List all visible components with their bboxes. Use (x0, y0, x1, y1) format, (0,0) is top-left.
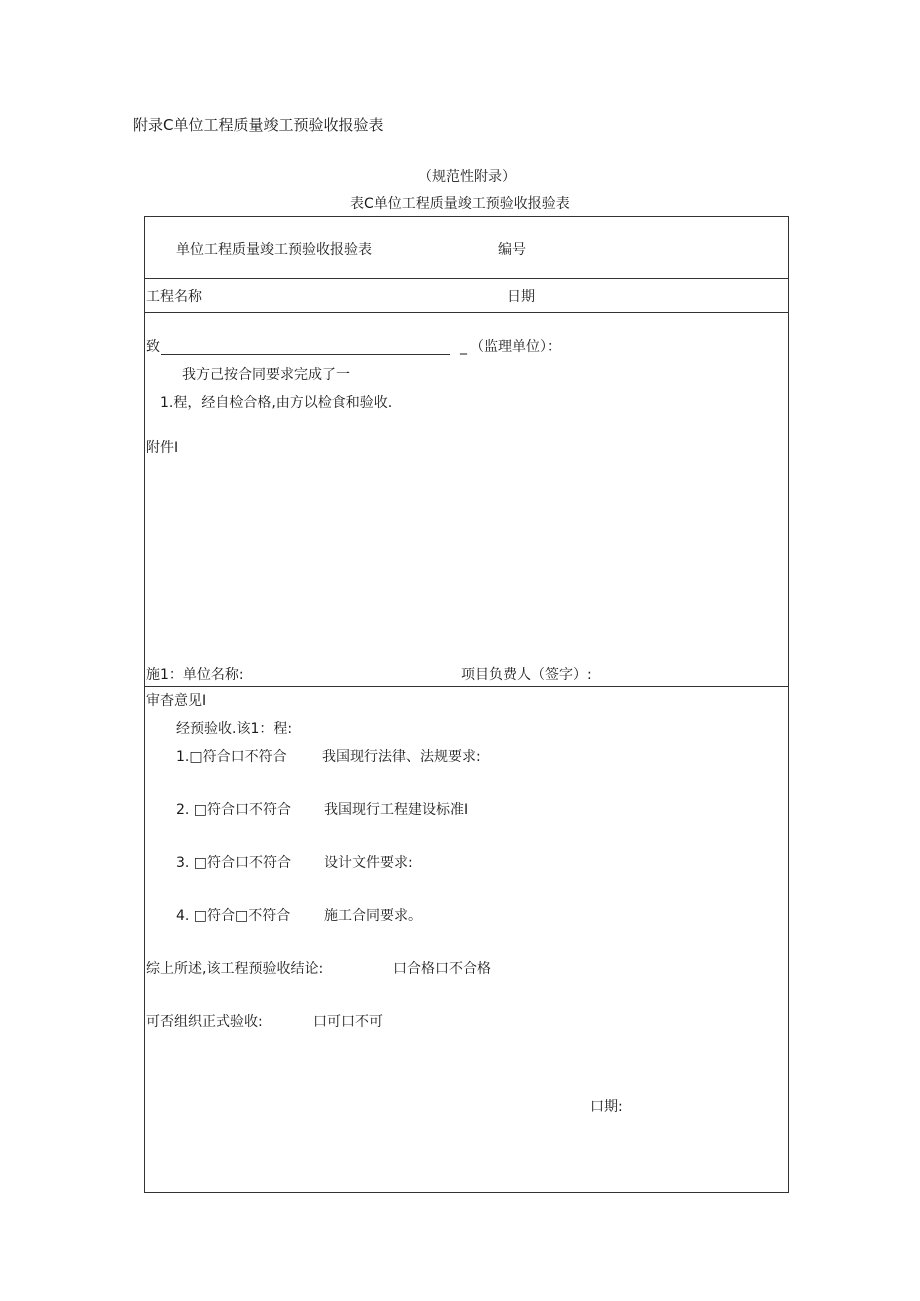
check-item: 2. □符合口不符合 (176, 802, 292, 818)
formal-acceptance-label: 可否组织正式验收: (146, 1014, 263, 1030)
check-item-text: 施工合同要求。 (324, 908, 422, 924)
review-intro: 经预验收.该1：程: (176, 721, 293, 737)
number-label: 编号 (498, 242, 526, 258)
table-caption: 表C单位工程质量竣工预验收报验表 (350, 196, 570, 212)
normative-note: （规范性附录） (418, 169, 516, 185)
check-item: 4. □符合□不符合 (176, 908, 291, 924)
signature-date-label: 口期: (590, 1099, 623, 1115)
check-item-text: 我国现行法律、法规要求: (322, 749, 481, 765)
review-label: 审杳意见I (146, 693, 207, 709)
appendix-title: 附录C单位工程质量竣工预验收报验表 (133, 116, 384, 134)
form-title: 单位工程质量竣工预验收报验表 (176, 242, 372, 258)
form-table (144, 216, 789, 1193)
row-divider (144, 686, 789, 687)
conclusion-label: 综上所述,该工程预验收结论: (146, 961, 324, 977)
date-label: 日期 (507, 289, 535, 305)
check-item: 1.□符合口不符合 (176, 749, 287, 765)
to-dash: _ (460, 339, 467, 355)
body-line-2: 1.程，经自检合格,由方以检食和验收. (160, 395, 393, 411)
check-item: 3. □符合口不符合 (176, 855, 292, 871)
recipient-underline (161, 354, 450, 355)
project-name-label: 工程名称 (146, 289, 202, 305)
manager-sign-label: 项目负费人（签字）: (461, 667, 592, 683)
formal-acceptance-options: 口可口不可 (313, 1014, 383, 1030)
check-item-text: 我国现行工程建设标准I (324, 802, 469, 818)
check-item-text: 设计文件要求: (324, 855, 413, 871)
attachment-label: 附件I (146, 440, 179, 456)
row-divider (144, 278, 789, 279)
body-line-1: 我方己按合同要求完成了一 (182, 367, 350, 383)
contractor-label: 施1：单位名称: (146, 667, 244, 683)
supervisor-label: （监理单位）： (470, 339, 561, 355)
row-divider (144, 312, 789, 313)
to-label: 致 (146, 339, 160, 355)
conclusion-options: 口合格口不合格 (393, 961, 491, 977)
